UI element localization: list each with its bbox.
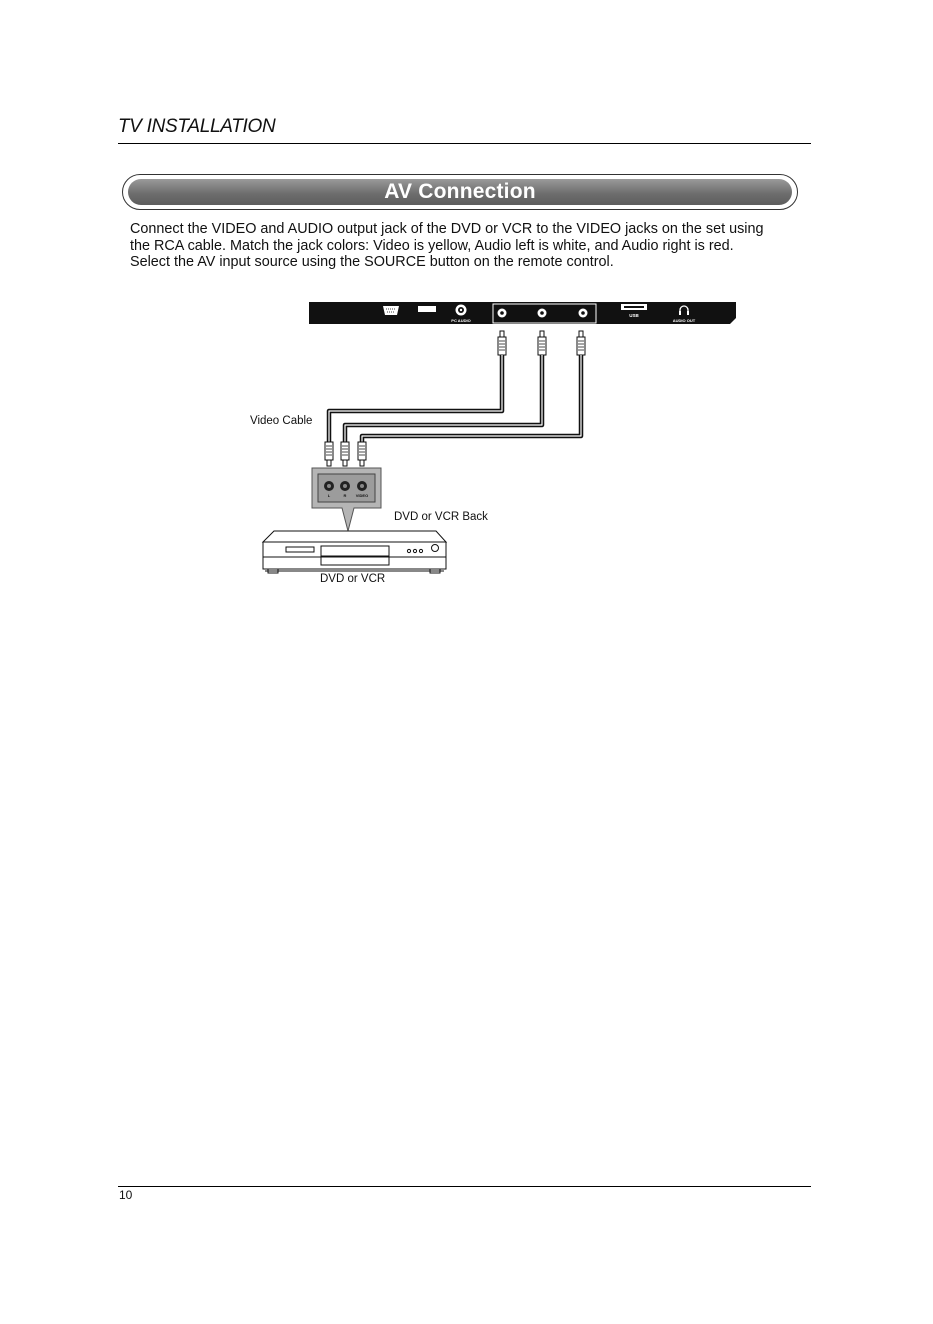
pc-audio-jack-icon — [456, 305, 467, 316]
banner-title: AV Connection — [384, 180, 536, 203]
audio-out-label: AUDIO OUT — [672, 318, 696, 323]
av-jack-icon — [498, 309, 507, 318]
device-jack-icon — [340, 481, 350, 491]
rca-plug-icon — [577, 331, 585, 355]
rca-plug-icon — [325, 442, 333, 466]
footer-rule — [118, 1186, 811, 1187]
video-cable — [329, 355, 581, 442]
av-connection-diagram — [0, 0, 933, 620]
rca-plug-icon — [341, 442, 349, 466]
device-jack-label: L — [327, 493, 331, 498]
device-label: DVD or VCR — [320, 573, 386, 585]
instruction-line: the RCA cable. Match the jack colors: Video is yellow, Audio left is white, and Audio right is red. — [130, 237, 734, 254]
device-jack-label: VIDEO — [355, 493, 369, 498]
section-title: TV INSTALLATION — [118, 116, 276, 137]
instruction-line: Connect the VIDEO and AUDIO output jack of the DVD or VCR to the VIDEO jacks on the set using — [130, 221, 764, 237]
video-cable-label: Video Cable — [250, 415, 313, 427]
pc-audio-label: PC AUDIO — [451, 318, 471, 323]
device-back-panel — [312, 468, 381, 531]
usb-label: USB — [629, 313, 639, 318]
panel-slot — [418, 306, 436, 312]
rca-plug-icon — [358, 442, 366, 466]
device-back-label: DVD or VCR Back — [394, 511, 488, 523]
device-jack-label: R — [343, 493, 347, 498]
av-jack-icon — [538, 309, 547, 318]
tv-back-panel — [309, 302, 736, 324]
vga-port-icon — [383, 306, 399, 315]
device-jack-icon — [324, 481, 334, 491]
rca-plug-icon — [498, 331, 506, 355]
device-jack-icon — [357, 481, 367, 491]
av-jack-icon — [579, 309, 588, 318]
instruction-line: Select the AV input source using the SOURCE button on the remote control. — [130, 254, 614, 270]
rca-plug-icon — [538, 331, 546, 355]
dvd-player-icon — [263, 531, 446, 573]
usb-port-icon — [621, 304, 647, 310]
page-number: 10 — [119, 1188, 133, 1202]
